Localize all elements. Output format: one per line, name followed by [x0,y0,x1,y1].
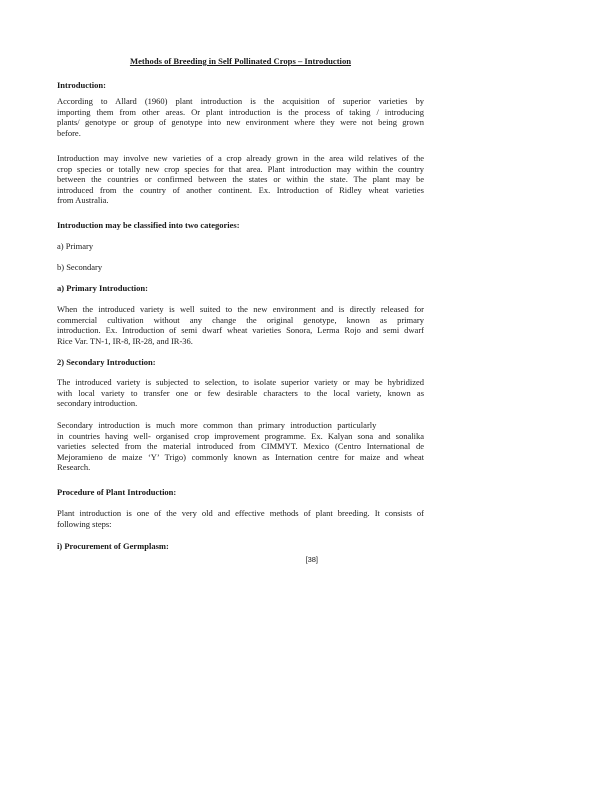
text-line: in countries having well- organised crop improvement programme. Ex. Kalyan sona and sonalika [57,430,424,441]
page-number: [38] [305,555,318,564]
text-line: When the introduced variety is well suited to the new environment and is directly released for [57,304,424,314]
paragraph-introduction-scope [57,153,424,206]
text-line: before. [57,127,81,138]
text-line: According to Allard (1960) plant introduction is the acquisition of superior varieties by [57,96,424,106]
heading-procurement-germplasm: i) Procurement of Germplasm: [57,541,169,551]
text-line: Plant introduction is one of the very old and effective methods of plant breeding. It consists of [57,508,424,518]
list-item-primary: a) Primary [57,241,94,251]
text-line: plants/ genotype or group of genotype into new environment where they were not being grown [57,117,424,127]
text-line: introduction. Ex. Introduction of semi dwarf wheat varieties Sonora, Lerma Rojo and semi dwarf [57,325,424,335]
list-item-secondary: b) Secondary [57,262,103,272]
text-line: between the countries or confirmed between the states or within the state. The plant may be [57,174,424,184]
text-line: Rice Var. TN-1, IR-8, IR-28, and IR-36. [57,335,193,346]
text-line: importing them from other areas. Or plant introduction is the process of taking / introducing [57,106,424,117]
text-line: Secondary introduction is much more common than primary introduction particularly [57,420,377,430]
text-line: The introduced variety is subjected to selection, to isolate superior variety or may be hybridized [57,377,424,387]
heading-categories: Introduction may be classified into two categories: [57,220,240,230]
paragraph-secondary-common [57,420,424,473]
text-line: Mejoramieno de maize ‘Y’ Trigo) commonly known as Internation centre for maize and wheat [57,451,424,462]
text-line: with local variety to transfer one or few desirable characters to the local variety, known as [57,387,424,398]
text-line: varieties selected from the material introduced from CIMMYT. Mexico (Centro International de [57,441,424,451]
text-line: commercial cultivation without any change the original genotype, known as primary [57,314,424,325]
document-title: Methods of Breeding in Self Pollinated Crops – Introduction [129,56,352,66]
text-line: Introduction may involve new varieties of a crop already grown in the area wild relatives of the [57,153,424,163]
text-line: from Australia. [57,195,109,205]
text-line: following steps: [57,518,112,529]
paragraph-procedure [57,508,424,529]
heading-procedure: Procedure of Plant Introduction: [57,487,177,497]
paragraph-secondary-introduction [57,377,424,409]
text-line: Research. [57,462,91,472]
paragraph-allard-definition [57,96,424,138]
text-line: crop species or totally new crop species for that area. Plant introduction may within the country [57,163,424,174]
text-line: secondary introduction. [57,398,138,408]
text-line: introduced from the country of another continent. Ex. Introduction of Ridley wheat varieties [57,184,424,195]
heading-primary-introduction: a) Primary Introduction: [57,283,148,293]
paragraph-primary-introduction [57,304,424,346]
heading-secondary-introduction: 2) Secondary Introduction: [57,357,156,367]
heading-introduction: Introduction: [57,80,106,90]
